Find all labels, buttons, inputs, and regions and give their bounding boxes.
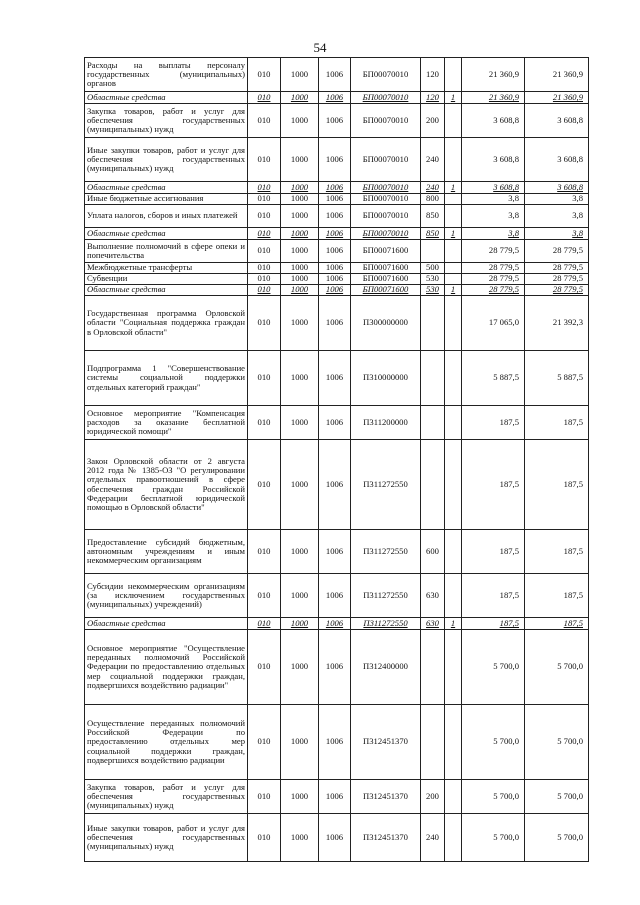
col-source xyxy=(445,530,462,574)
col-source xyxy=(445,194,462,205)
col-amount-2: 21 392,3 xyxy=(525,296,589,351)
col-subsection: 1006 xyxy=(319,574,351,618)
row-name: Закупка товаров, работ и услуг для обеспечения государственных (муниципальных) нужд xyxy=(85,104,248,138)
col-target: П311272550 xyxy=(351,618,421,630)
col-subsection: 1006 xyxy=(319,406,351,440)
col-amount-1: 5 700,0 xyxy=(462,780,525,814)
col-source xyxy=(445,406,462,440)
col-amount-2: 5 700,0 xyxy=(525,814,589,862)
row-name: Областные средства xyxy=(85,92,248,104)
col-amount-2: 187,5 xyxy=(525,440,589,530)
col-amount-2: 187,5 xyxy=(525,530,589,574)
col-target: П300000000 xyxy=(351,296,421,351)
col-amount-1: 5 700,0 xyxy=(462,630,525,705)
col-expense-type xyxy=(421,440,445,530)
col-subsection: 1006 xyxy=(319,780,351,814)
table-row xyxy=(85,228,589,240)
row-name: Основное мероприятие "Осуществление переданных полномочий Российской Федерации по предоставлению отдельных мер социальной поддержки граждан, подвергшихся воздействию радиации" xyxy=(85,630,248,705)
col-subsection: 1006 xyxy=(319,618,351,630)
col-ministry: 010 xyxy=(248,814,281,862)
col-section: 1000 xyxy=(281,274,319,285)
row-name: Иные бюджетные ассигнования xyxy=(85,194,248,205)
col-amount-1: 28 779,5 xyxy=(462,285,525,296)
col-amount-2: 187,5 xyxy=(525,574,589,618)
col-subsection: 1006 xyxy=(319,351,351,406)
table-row xyxy=(85,138,589,182)
col-ministry: 010 xyxy=(248,92,281,104)
col-expense-type xyxy=(421,705,445,780)
col-subsection: 1006 xyxy=(319,274,351,285)
col-target: П311272550 xyxy=(351,440,421,530)
col-ministry: 010 xyxy=(248,285,281,296)
col-amount-1: 5 700,0 xyxy=(462,814,525,862)
col-amount-2: 28 779,5 xyxy=(525,240,589,263)
col-source xyxy=(445,274,462,285)
col-expense-type: 200 xyxy=(421,104,445,138)
col-amount-2: 187,5 xyxy=(525,406,589,440)
row-name: Субсидии некоммерческим организациям (за исключением государственных (муниципальных) учреждений) xyxy=(85,574,248,618)
col-amount-2: 5 887,5 xyxy=(525,351,589,406)
col-expense-type: 120 xyxy=(421,92,445,104)
col-target: БП00070010 xyxy=(351,92,421,104)
col-expense-type xyxy=(421,240,445,263)
row-name: Областные средства xyxy=(85,228,248,240)
col-section: 1000 xyxy=(281,285,319,296)
col-subsection: 1006 xyxy=(319,263,351,274)
col-ministry: 010 xyxy=(248,705,281,780)
col-subsection: 1006 xyxy=(319,705,351,780)
col-amount-1: 5 887,5 xyxy=(462,351,525,406)
col-amount-1: 3,8 xyxy=(462,205,525,228)
col-source xyxy=(445,630,462,705)
col-expense-type: 120 xyxy=(421,58,445,92)
col-amount-2: 3 608,8 xyxy=(525,104,589,138)
col-amount-1: 3 608,8 xyxy=(462,104,525,138)
col-ministry: 010 xyxy=(248,351,281,406)
table-row xyxy=(85,814,589,862)
col-section: 1000 xyxy=(281,780,319,814)
col-expense-type: 200 xyxy=(421,780,445,814)
table-row xyxy=(85,705,589,780)
col-section: 1000 xyxy=(281,296,319,351)
col-ministry: 010 xyxy=(248,440,281,530)
col-source: 1 xyxy=(445,618,462,630)
row-name: Осуществление переданных полномочий Российской Федерации по предоставлению отдельных мер социальной поддержки граждан, подвергшихся воздействию радиации xyxy=(85,705,248,780)
row-name: Областные средства xyxy=(85,285,248,296)
col-amount-2: 3 608,8 xyxy=(525,182,589,194)
col-ministry: 010 xyxy=(248,194,281,205)
table-row xyxy=(85,240,589,263)
col-amount-1: 187,5 xyxy=(462,530,525,574)
col-section: 1000 xyxy=(281,705,319,780)
col-ministry: 010 xyxy=(248,630,281,705)
row-name: Областные средства xyxy=(85,182,248,194)
col-amount-2: 3,8 xyxy=(525,205,589,228)
col-source xyxy=(445,440,462,530)
row-name: Субвенции xyxy=(85,274,248,285)
col-amount-1: 3 608,8 xyxy=(462,138,525,182)
col-section: 1000 xyxy=(281,406,319,440)
table-row xyxy=(85,630,589,705)
col-subsection: 1006 xyxy=(319,58,351,92)
col-expense-type: 240 xyxy=(421,138,445,182)
row-name: Государственная программа Орловской области "Социальная поддержка граждан в Орловской области" xyxy=(85,296,248,351)
col-amount-1: 28 779,5 xyxy=(462,274,525,285)
col-ministry: 010 xyxy=(248,205,281,228)
col-source xyxy=(445,58,462,92)
col-amount-2: 28 779,5 xyxy=(525,285,589,296)
row-name: Уплата налогов, сборов и иных платежей xyxy=(85,205,248,228)
col-source xyxy=(445,263,462,274)
table-row xyxy=(85,263,589,274)
table-row xyxy=(85,530,589,574)
table-row xyxy=(85,182,589,194)
col-amount-1: 21 360,9 xyxy=(462,92,525,104)
col-source: 1 xyxy=(445,285,462,296)
row-name: Областные средства xyxy=(85,618,248,630)
col-expense-type: 240 xyxy=(421,182,445,194)
col-source xyxy=(445,705,462,780)
row-name: Основное мероприятие "Компенсация расходов за оказание бесплатной юридической помощи" xyxy=(85,406,248,440)
col-target: БП00070010 xyxy=(351,138,421,182)
row-name: Выполнение полномочий в сфере опеки и попечительства xyxy=(85,240,248,263)
col-expense-type xyxy=(421,296,445,351)
col-target: П311272550 xyxy=(351,530,421,574)
col-expense-type: 240 xyxy=(421,814,445,862)
col-amount-1: 5 700,0 xyxy=(462,705,525,780)
table-row xyxy=(85,285,589,296)
col-section: 1000 xyxy=(281,440,319,530)
col-ministry: 010 xyxy=(248,58,281,92)
col-target: П311200000 xyxy=(351,406,421,440)
col-amount-2: 3,8 xyxy=(525,228,589,240)
col-ministry: 010 xyxy=(248,574,281,618)
col-amount-1: 187,5 xyxy=(462,618,525,630)
row-name: Закон Орловской области от 2 августа 2012 года № 1385-ОЗ "О регулировании отдельных правоотношений в сфере обеспечения граждан Российской Федерации бесплатной юридической помощью в Орловской области" xyxy=(85,440,248,530)
col-target: БП00070010 xyxy=(351,104,421,138)
col-source: 1 xyxy=(445,182,462,194)
col-ministry: 010 xyxy=(248,274,281,285)
col-amount-1: 17 065,0 xyxy=(462,296,525,351)
col-subsection: 1006 xyxy=(319,104,351,138)
col-source xyxy=(445,296,462,351)
col-target: БП00071600 xyxy=(351,263,421,274)
col-amount-1: 3 608,8 xyxy=(462,182,525,194)
col-ministry: 010 xyxy=(248,240,281,263)
col-amount-1: 187,5 xyxy=(462,440,525,530)
col-subsection: 1006 xyxy=(319,296,351,351)
col-subsection: 1006 xyxy=(319,205,351,228)
row-name: Иные закупки товаров, работ и услуг для обеспечения государственных (муниципальных) нужд xyxy=(85,814,248,862)
col-subsection: 1006 xyxy=(319,530,351,574)
col-ministry: 010 xyxy=(248,104,281,138)
col-section: 1000 xyxy=(281,104,319,138)
col-target: П312451370 xyxy=(351,705,421,780)
col-expense-type: 600 xyxy=(421,530,445,574)
col-ministry: 010 xyxy=(248,182,281,194)
table-row xyxy=(85,618,589,630)
col-expense-type xyxy=(421,630,445,705)
col-subsection: 1006 xyxy=(319,138,351,182)
table-row xyxy=(85,205,589,228)
col-expense-type: 530 xyxy=(421,285,445,296)
col-amount-1: 28 779,5 xyxy=(462,240,525,263)
col-expense-type: 630 xyxy=(421,618,445,630)
table-row xyxy=(85,296,589,351)
table-row xyxy=(85,104,589,138)
row-name: Закупка товаров, работ и услуг для обеспечения государственных (муниципальных) нужд xyxy=(85,780,248,814)
col-target: П310000000 xyxy=(351,351,421,406)
col-section: 1000 xyxy=(281,530,319,574)
row-name: Подпрограмма 1 "Совершенствование системы социальной поддержки отдельных категорий граждан" xyxy=(85,351,248,406)
col-amount-1: 3,8 xyxy=(462,228,525,240)
col-section: 1000 xyxy=(281,228,319,240)
col-amount-2: 5 700,0 xyxy=(525,705,589,780)
col-expense-type: 850 xyxy=(421,205,445,228)
col-amount-1: 21 360,9 xyxy=(462,58,525,92)
col-target: П311272550 xyxy=(351,574,421,618)
col-target: БП00070010 xyxy=(351,228,421,240)
col-amount-2: 21 360,9 xyxy=(525,58,589,92)
col-section: 1000 xyxy=(281,138,319,182)
col-section: 1000 xyxy=(281,630,319,705)
col-section: 1000 xyxy=(281,574,319,618)
col-source: 1 xyxy=(445,228,462,240)
col-subsection: 1006 xyxy=(319,285,351,296)
col-target: БП00071600 xyxy=(351,285,421,296)
col-source xyxy=(445,205,462,228)
col-amount-2: 5 700,0 xyxy=(525,780,589,814)
col-target: БП00070010 xyxy=(351,205,421,228)
col-ministry: 010 xyxy=(248,296,281,351)
col-ministry: 010 xyxy=(248,618,281,630)
table-row xyxy=(85,780,589,814)
col-amount-1: 3,8 xyxy=(462,194,525,205)
col-ministry: 010 xyxy=(248,228,281,240)
col-target: БП00070010 xyxy=(351,182,421,194)
col-amount-2: 5 700,0 xyxy=(525,630,589,705)
col-subsection: 1006 xyxy=(319,182,351,194)
row-name: Иные закупки товаров, работ и услуг для обеспечения государственных (муниципальных) нужд xyxy=(85,138,248,182)
col-target: П312451370 xyxy=(351,814,421,862)
col-amount-2: 3 608,8 xyxy=(525,138,589,182)
col-target: П312451370 xyxy=(351,780,421,814)
col-section: 1000 xyxy=(281,205,319,228)
col-amount-1: 28 779,5 xyxy=(462,263,525,274)
col-ministry: 010 xyxy=(248,138,281,182)
col-section: 1000 xyxy=(281,618,319,630)
page-number: 54 xyxy=(313,40,327,55)
col-expense-type: 530 xyxy=(421,274,445,285)
col-target: БП00071600 xyxy=(351,274,421,285)
col-amount-2: 28 779,5 xyxy=(525,263,589,274)
col-amount-1: 187,5 xyxy=(462,574,525,618)
table-row xyxy=(85,58,589,92)
table-row xyxy=(85,440,589,530)
col-expense-type xyxy=(421,406,445,440)
col-expense-type: 630 xyxy=(421,574,445,618)
col-subsection: 1006 xyxy=(319,194,351,205)
col-section: 1000 xyxy=(281,240,319,263)
col-section: 1000 xyxy=(281,58,319,92)
col-source xyxy=(445,574,462,618)
col-amount-2: 21 360,9 xyxy=(525,92,589,104)
col-section: 1000 xyxy=(281,194,319,205)
table-row xyxy=(85,274,589,285)
col-amount-2: 3,8 xyxy=(525,194,589,205)
row-name: Расходы на выплаты персоналу государственных (муниципальных) органов xyxy=(85,58,248,92)
col-source: 1 xyxy=(445,92,462,104)
col-source xyxy=(445,351,462,406)
row-name: Предоставление субсидий бюджетным, автономным учреждениям и иным некоммерческим организациям xyxy=(85,530,248,574)
table-row xyxy=(85,574,589,618)
col-amount-1: 187,5 xyxy=(462,406,525,440)
col-amount-2: 28 779,5 xyxy=(525,274,589,285)
col-ministry: 010 xyxy=(248,263,281,274)
col-expense-type: 850 xyxy=(421,228,445,240)
col-section: 1000 xyxy=(281,351,319,406)
col-section: 1000 xyxy=(281,814,319,862)
col-source xyxy=(445,138,462,182)
col-source xyxy=(445,240,462,263)
col-source xyxy=(445,104,462,138)
col-target: БП00071600 xyxy=(351,240,421,263)
col-subsection: 1006 xyxy=(319,814,351,862)
col-subsection: 1006 xyxy=(319,240,351,263)
table-row xyxy=(85,406,589,440)
row-name: Межбюджетные трансферты xyxy=(85,263,248,274)
col-subsection: 1006 xyxy=(319,630,351,705)
col-subsection: 1006 xyxy=(319,440,351,530)
col-ministry: 010 xyxy=(248,780,281,814)
col-section: 1000 xyxy=(281,92,319,104)
col-source xyxy=(445,780,462,814)
col-ministry: 010 xyxy=(248,530,281,574)
col-subsection: 1006 xyxy=(319,92,351,104)
col-target: П312400000 xyxy=(351,630,421,705)
col-section: 1000 xyxy=(281,182,319,194)
col-ministry: 010 xyxy=(248,406,281,440)
table-row xyxy=(85,351,589,406)
col-target: БП00070010 xyxy=(351,58,421,92)
col-expense-type: 500 xyxy=(421,263,445,274)
col-source xyxy=(445,814,462,862)
col-amount-2: 187,5 xyxy=(525,618,589,630)
table-row xyxy=(85,92,589,104)
col-subsection: 1006 xyxy=(319,228,351,240)
budget-table xyxy=(84,57,589,862)
col-section: 1000 xyxy=(281,263,319,274)
col-expense-type: 800 xyxy=(421,194,445,205)
col-expense-type xyxy=(421,351,445,406)
col-target: БП00070010 xyxy=(351,194,421,205)
table-row xyxy=(85,194,589,205)
